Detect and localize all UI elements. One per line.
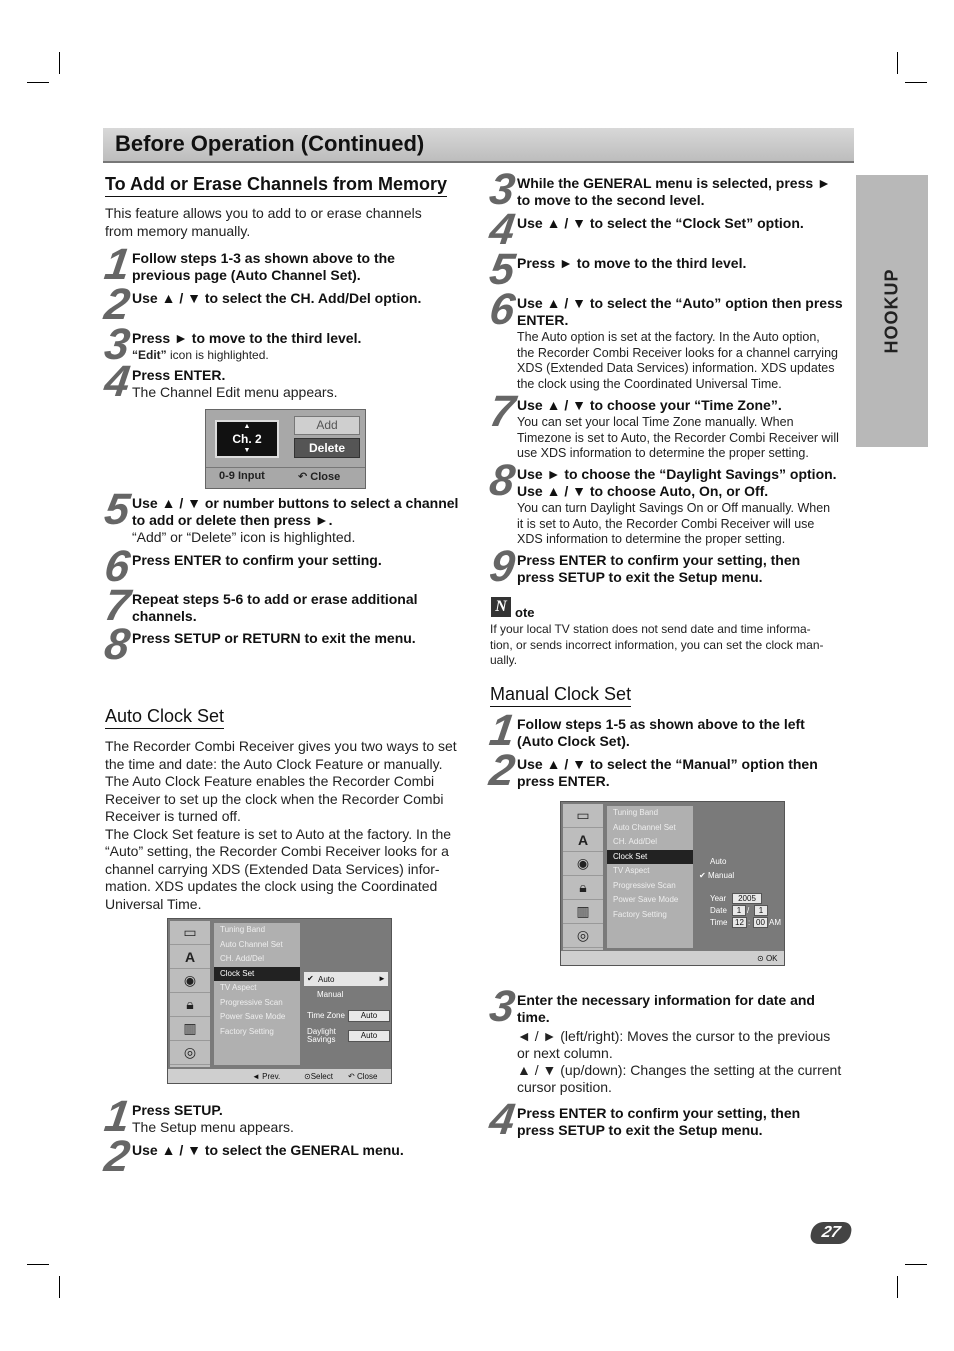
- ampm-indicator: AM: [769, 918, 781, 927]
- menu-item[interactable]: TV Aspect: [613, 866, 650, 875]
- time-zone-label: Time Zone: [307, 1011, 345, 1020]
- menu-footer: [561, 951, 784, 965]
- time-label: Time: [710, 918, 728, 927]
- input-hint: 0-9 Input: [219, 470, 265, 482]
- disc-icon: ◎: [563, 924, 603, 948]
- menu-item[interactable]: Tuning Band: [220, 925, 266, 934]
- prev-hint: ◄ Prev.: [252, 1072, 281, 1081]
- note-label: ote: [515, 605, 535, 620]
- date-label: Date: [710, 906, 727, 915]
- menu-item[interactable]: Power Save Mode: [220, 1012, 286, 1021]
- menu-item[interactable]: Progressive Scan: [613, 880, 676, 890]
- menu-item[interactable]: Factory Setting: [220, 1026, 274, 1036]
- close-hint: ↶ Close: [348, 1072, 378, 1081]
- time-zone-value[interactable]: Auto: [348, 1010, 390, 1022]
- menu-icon-column: [563, 804, 603, 950]
- add-erase-title: To Add or Erase Channels from Memory: [105, 174, 447, 197]
- manual-option[interactable]: Manual: [317, 990, 344, 999]
- crop-mark: [59, 1276, 60, 1298]
- language-icon: A: [170, 945, 210, 969]
- channel-edit-menu: [205, 409, 366, 489]
- auto-option[interactable]: Auto: [710, 857, 727, 866]
- header-bar: [103, 128, 854, 163]
- menu-item[interactable]: Power Save Mode: [613, 895, 679, 904]
- minute-field[interactable]: 00: [753, 917, 768, 928]
- close-hint: ↶ Close: [298, 471, 341, 483]
- audio-icon: ◉: [170, 969, 210, 993]
- language-icon: A: [563, 828, 603, 852]
- return-icon: ↶: [348, 1072, 355, 1081]
- menu-item[interactable]: CH. Add/Del: [220, 954, 265, 963]
- date-separator: /: [747, 906, 750, 915]
- menu-list: [607, 806, 693, 948]
- select-hint: ⊙Select: [304, 1072, 333, 1081]
- tv-icon: ▭: [563, 804, 603, 828]
- enter-icon: ⊙: [757, 954, 764, 963]
- return-icon: ↶: [298, 471, 308, 483]
- crop-mark: [897, 52, 898, 74]
- auto-option[interactable]: ✔ Auto ►: [304, 972, 388, 986]
- crop-mark: [905, 82, 927, 83]
- film-icon: ▥: [563, 900, 603, 924]
- page-number: 27: [809, 1222, 854, 1244]
- disc-icon: ◎: [170, 1041, 210, 1065]
- day-field[interactable]: 1: [754, 905, 768, 916]
- manual-option[interactable]: ✔ Manual: [699, 871, 735, 880]
- year-label: Year: [710, 894, 727, 903]
- enter-icon: ⊙: [304, 1072, 311, 1081]
- month-field[interactable]: 1: [732, 905, 746, 916]
- film-icon: ▥: [170, 1017, 210, 1041]
- setup-menu-manual: [560, 801, 785, 966]
- crop-mark: [27, 1264, 49, 1265]
- daylight-savings-label: Daylight Savings: [307, 1027, 336, 1044]
- delete-button[interactable]: Delete: [294, 438, 360, 458]
- menu-item[interactable]: Auto Channel Set: [220, 939, 283, 949]
- ok-hint: ⊙ OK: [757, 954, 778, 963]
- menu-item[interactable]: Auto Channel Set: [613, 822, 676, 832]
- check-icon: ✔: [699, 871, 706, 880]
- channel-selector[interactable]: ▲ Ch. 2 ▼: [215, 420, 279, 458]
- menu-item[interactable]: Factory Setting: [613, 909, 667, 919]
- menu-item[interactable]: CH. Add/Del: [613, 837, 658, 846]
- add-erase-intro: This feature allows you to add to or erase channels from memory manually.: [105, 205, 422, 239]
- crop-mark: [897, 1276, 898, 1298]
- menu-item[interactable]: TV Aspect: [220, 983, 257, 992]
- daylight-savings-value[interactable]: Auto: [348, 1030, 390, 1042]
- menu-footer: [168, 1069, 391, 1083]
- setup-menu-auto: [167, 918, 392, 1084]
- menu-item-selected[interactable]: Clock Set: [607, 850, 693, 865]
- hour-field[interactable]: 12: [732, 917, 747, 928]
- menu-icon-column: [170, 921, 210, 1067]
- lock-icon: 🔒︎: [563, 876, 603, 900]
- menu-item[interactable]: Progressive Scan: [220, 997, 283, 1007]
- section-tab: [856, 175, 928, 447]
- page-title: Before Operation (Continued): [115, 131, 425, 156]
- crop-mark: [905, 1264, 927, 1265]
- time-separator: :: [748, 918, 751, 927]
- menu-item[interactable]: Tuning Band: [613, 808, 659, 817]
- crop-mark: [59, 52, 60, 74]
- manual-clock-title: Manual Clock Set: [490, 684, 631, 707]
- auto-clock-paragraph: The Recorder Combi Receiver gives you two ways to set the time and date: the Auto Clock Feature or manually. The Auto Clock Feature enables the Recorder Combi Receiver to set up the clock when the Recorder Combi Receiver is turned off. The Clock Set feature is set to Auto at the factory. In the “Auto” setting, the Recorder Combi Receiver looks for a channel carrying XDS (Extended Data Services) infor- mation. XDS updates the clock using the Coordinated Universal Time.: [105, 738, 457, 912]
- auto-clock-title: Auto Clock Set: [105, 706, 224, 729]
- left-arrow-icon: ◄: [252, 1072, 260, 1081]
- audio-icon: ◉: [563, 852, 603, 876]
- crop-mark: [27, 82, 49, 83]
- year-field[interactable]: 2005: [732, 893, 762, 904]
- menu-item-selected[interactable]: Clock Set: [214, 967, 300, 982]
- tv-icon: ▭: [170, 921, 210, 945]
- menu-list: [214, 923, 300, 1065]
- section-tab-label: HOOKUP: [881, 268, 902, 354]
- add-button[interactable]: Add: [294, 416, 360, 435]
- note-icon: N: [491, 597, 511, 617]
- note-text: If your local TV station does not send date and time informa- tion, or sends incorrect information, you can set the clock man- ually.: [490, 622, 824, 667]
- lock-icon: 🔒︎: [170, 993, 210, 1017]
